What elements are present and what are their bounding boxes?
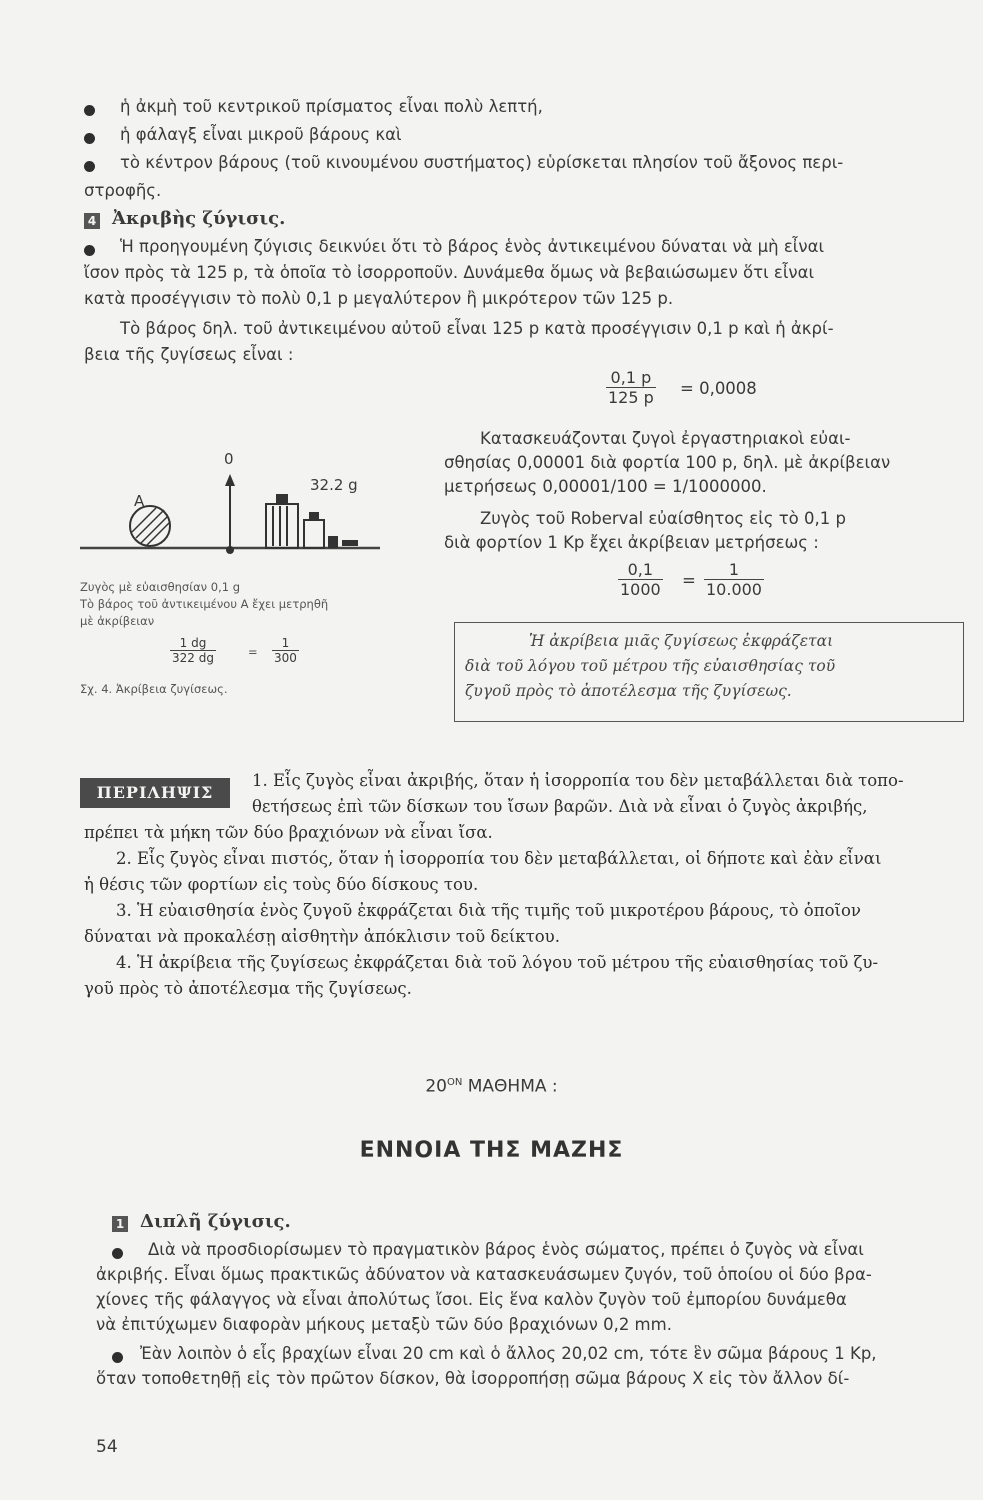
summary-line: θετήσεως ἐπὶ τῶν δίσκων του ἴσων βαρῶν. Διὰ νὰ εἶναι ὁ ζυγὸς ἀκριβής, <box>252 797 868 816</box>
figure-caption-line: Ζυγὸς μὲ εὐαισθησίαν 0,1 g <box>80 580 241 594</box>
section-number-box: 1 <box>112 1216 128 1232</box>
fraction-numerator: 1 dg <box>170 636 216 651</box>
bullet-icon <box>112 1352 123 1363</box>
object-a-sphere <box>130 506 170 546</box>
paragraph-line: Ζυγὸς τοῦ Roberval εὐαίσθητος εἰς τὸ 0,1 p <box>480 509 846 528</box>
weight-medium <box>304 520 324 548</box>
paragraph-line: Ἡ προηγουμένη ζύγισις δεικνύει ὅτι τὸ βάρος ἑνὸς ἀντικειμένου δύναται νὰ μὴ εἶναι <box>120 237 825 256</box>
section-number-box: 4 <box>84 213 100 229</box>
bullet-icon <box>84 161 95 172</box>
paragraph-line: ἴσον πρὸς τὰ 125 p, τὰ ὁποῖα τὸ ἰσορροποῦν. Δυνάμεθα ὅμως νὰ βεβαιώσωμεν ὅτι εἶναι <box>84 263 815 282</box>
paragraph-line: κατὰ προσέγγισιν τὸ πολὺ 0,1 p μεγαλύτερον ἢ μικρότερον τῶν 125 p. <box>84 289 674 308</box>
lesson-number-sup: ΟΝ <box>446 1077 463 1088</box>
caption-fraction-right <box>272 636 299 665</box>
section-heading: Διπλῆ ζύγισις. <box>140 1211 291 1232</box>
summary-line: 2. Εἷς ζυγὸς εἶναι πιστός, ὅταν ἡ ἰσορροπία του δὲν μεταβάλλεται, οἱ δήποτε καὶ ἐὰν εἶναι <box>116 849 882 868</box>
definition-line: διὰ τοῦ λόγου τοῦ μέτρου τῆς εὐαισθησίας τοῦ <box>465 657 836 675</box>
figure-caption-line: μὲ ἀκρίβειαν <box>80 614 155 628</box>
fraction-numerator: 0,1 p <box>606 368 656 388</box>
definition-line: ζυγοῦ πρὸς τὸ ἀποτέλεσμα τῆς ζυγίσεως. <box>465 682 792 700</box>
roberval-fraction-right <box>704 560 764 599</box>
paragraph-line: Τὸ βάρος δηλ. τοῦ ἀντικειμένου αὐτοῦ εἶναι 125 p κατὰ προσέγγισιν 0,1 p καὶ ἡ ἀκρί- <box>120 319 834 338</box>
paragraph-line: Διὰ νὰ προσδιορίσωμεν τὸ πραγματικὸν βάρος ἑνὸς σώματος, πρέπει ὁ ζυγὸς νὰ εἶναι <box>148 1240 864 1259</box>
weight-large-stripes <box>273 506 287 546</box>
pointer-arrow <box>225 474 235 486</box>
paragraph-line: μετρήσεως 0,00001/100 = 1/1000000. <box>444 477 767 496</box>
section-heading: Ἀκριβὴς ζύγισις. <box>112 208 286 229</box>
bullet-text-continuation: στροφῆς. <box>84 181 162 200</box>
paragraph-line: νὰ ἐπιτύχωμεν διαφορὰν μήκους μεταξὺ τῶν δύο βραχιόνων 0,2 mm. <box>96 1315 672 1334</box>
bullet-icon <box>112 1248 123 1259</box>
bullet-text: ἡ φάλαγξ εἶναι μικροῦ βάρους καὶ <box>120 125 402 144</box>
page-number: 54 <box>96 1437 118 1457</box>
weight-tiny <box>342 540 358 546</box>
figure-label: Σχ. 4. Ἀκρίβεια ζυγίσεως. <box>80 682 228 696</box>
bullet-icon <box>84 105 95 116</box>
balance-figure <box>80 440 400 560</box>
figure-caption-line: Τὸ βάρος τοῦ ἀντικειμένου A ἔχει μετρηθῆ <box>80 597 329 611</box>
paragraph-line: ἀκριβής. Εἶναι ὅμως πρακτικῶς ἀδύνατον νὰ κατασκευάσωμεν ζυγόν, τοῦ ὁποίου οἱ δύο βρα- <box>96 1265 872 1284</box>
fraction-denominator: 322 dg <box>172 651 214 665</box>
fraction-result: = 0,0008 <box>680 379 757 398</box>
paragraph-line: χίονες τῆς φάλαγγος νὰ εἶναι ἀπολύτως ἴσοι. Εἰς ἕνα καλὸν ζυγὸν τοῦ ἐμπορίου δυνάμεθα <box>96 1290 847 1309</box>
lesson-number: 20 <box>425 1076 447 1097</box>
paragraph-line: βεια τῆς ζυγίσεως εἶναι : <box>84 345 294 364</box>
lesson-title: ΕΝΝΟΙΑ ΤΗΣ ΜΑΖΗΣ <box>359 1138 624 1163</box>
fraction-denominator: 1000 <box>620 580 661 599</box>
definition-box <box>454 622 964 722</box>
paragraph-line: Ἐὰν λοιπὸν ὁ εἷς βραχίων εἶναι 20 cm καὶ ὁ ἄλλος 20,02 cm, τότε ἓν σῶμα βάρους 1 Kp, <box>140 1344 877 1363</box>
figure-label-a: A <box>134 492 145 510</box>
caption-fraction-left <box>170 636 216 665</box>
lesson-label: ΜΑΘΗΜΑ : <box>467 1076 558 1097</box>
summary-line: γοῦ πρὸς τὸ ἀποτέλεσμα τῆς ζυγίσεως. <box>84 979 412 998</box>
pointer-pivot <box>226 546 234 554</box>
lesson-number-line <box>0 1072 983 1098</box>
bullet-text: ἡ ἀκμὴ τοῦ κεντρικοῦ πρίσματος εἶναι πολὺ λεπτή, <box>120 97 543 116</box>
summary-line: πρέπει τὰ μήκη τῶν δύο βραχιόνων νὰ εἶναι ἴσα. <box>84 823 493 842</box>
summary-line: 1. Εἷς ζυγὸς εἶναι ἀκριβής, ὅταν ἡ ἰσορροπία του δὲν μεταβάλλεται διὰ τοπο- <box>252 771 904 790</box>
paragraph-line: σθησίας 0,00001 διὰ φορτία 100 p, δηλ. μὲ ἀκρίβειαν <box>444 453 891 472</box>
fraction-equals: = <box>682 571 696 590</box>
bullet-icon <box>84 133 95 144</box>
weight-large-knob <box>276 494 288 504</box>
precision-fraction <box>606 368 656 407</box>
figure-label-zero: 0 <box>224 450 234 468</box>
paragraph-line: Κατασκευάζονται ζυγοὶ ἐργαστηριακοὶ εὐαι- <box>480 429 851 448</box>
summary-line: 4. Ἡ ἀκρίβεια τῆς ζυγίσεως ἐκφράζεται διὰ τοῦ λόγου τοῦ μέτρου τῆς εὐαισθησίας τοῦ ζυ- <box>116 953 879 972</box>
fraction-numerator: 1 <box>704 560 764 580</box>
fraction-equals: = <box>248 645 258 659</box>
roberval-fraction-left <box>618 560 663 599</box>
fraction-denominator: 125 p <box>608 388 654 407</box>
weight-large <box>266 504 298 548</box>
definition-line: Ἡ ἀκρίβεια μιᾶς ζυγίσεως ἐκφράζεται <box>529 632 834 650</box>
fraction-numerator: 1 <box>272 636 299 651</box>
summary-line: 3. Ἡ εὐαισθησία ἑνὸς ζυγοῦ ἐκφράζεται διὰ τῆς τιμῆς τοῦ μικροτέρου βάρους, τὸ ὁποῖον <box>116 901 861 920</box>
summary-line: δύναται νὰ προκαλέσῃ αἰσθητὴν ἀπόκλισιν τοῦ δείκτου. <box>84 927 560 946</box>
fraction-denominator: 300 <box>274 651 297 665</box>
weight-medium-knob <box>309 512 319 520</box>
fraction-numerator: 0,1 <box>618 560 663 580</box>
weight-small <box>328 536 338 548</box>
summary-line: ἡ θέσις τῶν φορτίων εἰς τοὺς δύο δίσκους του. <box>84 875 479 894</box>
bullet-icon <box>84 245 95 256</box>
figure-label-weight: 32.2 g <box>310 476 358 494</box>
fraction-denominator: 10.000 <box>706 580 762 599</box>
summary-banner: ΠΕΡΙΛΗΨΙΣ <box>80 778 230 808</box>
paragraph-line: διὰ φορτίον 1 Kp ἔχει ἀκρίβειαν μετρήσεως : <box>444 533 819 552</box>
bullet-text: τὸ κέντρον βάρους (τοῦ κινουμένου συστήματος) εὑρίσκεται πλησίον τοῦ ἄξονος περι- <box>120 153 844 172</box>
paragraph-line: ὅταν τοποθετηθῇ εἰς τὸν πρῶτον δίσκον, θὰ ἰσορροπήσῃ σῶμα βάρους X εἰς τὸν ἄλλον δί- <box>96 1369 850 1388</box>
